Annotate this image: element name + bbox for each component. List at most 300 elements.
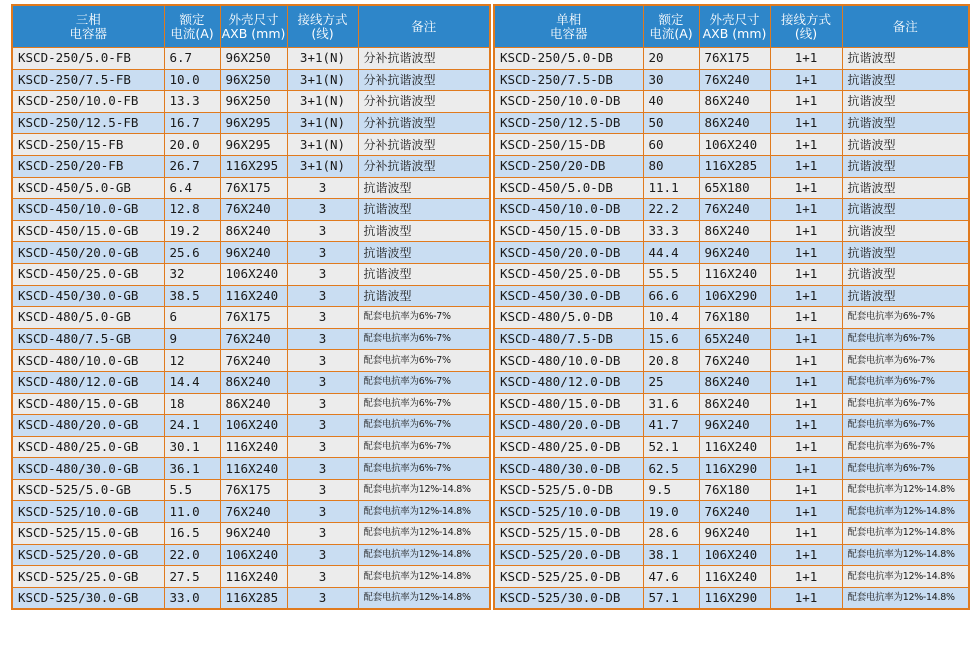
case-size-cell: 76X175: [220, 307, 287, 329]
rated-current-cell: 12.8: [164, 199, 220, 221]
model-cell: KSCD-480/20.0-DB: [494, 415, 643, 437]
case-size-cell: 116X285: [699, 155, 770, 177]
case-size-cell: 76X240: [220, 350, 287, 372]
table-row: [12, 544, 490, 566]
note-cell: 抗谐波型: [358, 263, 490, 285]
case-size-cell: 86X240: [699, 220, 770, 242]
wiring-cell: 3: [287, 544, 358, 566]
case-size-cell: 86X240: [220, 393, 287, 415]
model-cell: KSCD-250/20-DB: [494, 155, 643, 177]
wiring-cell: 1+1: [770, 155, 842, 177]
single-phase-capacitor-table: [493, 4, 970, 610]
table-row: [12, 69, 490, 91]
header-line: 三相: [75, 11, 101, 27]
rated-current-cell: 24.1: [164, 415, 220, 437]
case-size-cell: 96X295: [220, 112, 287, 134]
note-cell: 抗谐波型: [842, 112, 969, 134]
table-row: [12, 501, 490, 523]
table-row: [494, 48, 969, 70]
model-cell: KSCD-525/10.0-DB: [494, 501, 643, 523]
case-size-cell: 76X240: [699, 501, 770, 523]
note-cell: 分补抗谐波型: [358, 69, 490, 91]
rated-current-cell: 40: [643, 91, 699, 113]
model-cell: KSCD-250/5.0-DB: [494, 48, 643, 70]
table-header-row: [12, 5, 490, 48]
case-size-cell: 106X240: [699, 134, 770, 156]
note-cell: 配套电抗率为12%-14.8%: [358, 587, 490, 609]
wiring-cell: 1+1: [770, 328, 842, 350]
rated-current-cell: 52.1: [643, 436, 699, 458]
note-header: [842, 5, 969, 48]
wiring-cell: 3+1(N): [287, 112, 358, 134]
wiring-cell: 1+1: [770, 242, 842, 264]
wiring-cell: 3: [287, 177, 358, 199]
case-size-cell: 116X240: [699, 566, 770, 588]
wiring-cell: 3: [287, 436, 358, 458]
rated-current-cell: 62.5: [643, 458, 699, 480]
rated-current-cell: 20: [643, 48, 699, 70]
wiring-cell: 1+1: [770, 350, 842, 372]
note-cell: 配套电抗率为6%-7%: [842, 350, 969, 372]
case-size-cell: 76X240: [220, 501, 287, 523]
rated-current-cell: 10.0: [164, 69, 220, 91]
rated-current-cell: 6.7: [164, 48, 220, 70]
table-row: [494, 177, 969, 199]
note-cell: 配套电抗率为12%-14.8%: [358, 501, 490, 523]
wiring-cell: 3: [287, 393, 358, 415]
table-row: [494, 242, 969, 264]
rated-current-cell: 41.7: [643, 415, 699, 437]
table-row: [494, 458, 969, 480]
header-line: 额定: [179, 11, 205, 27]
note-cell: 配套电抗率为12%-14.8%: [358, 523, 490, 545]
model-cell: KSCD-480/25.0-DB: [494, 436, 643, 458]
case-size-cell: 116X240: [220, 566, 287, 588]
table-row: [12, 350, 490, 372]
wiring-cell: 1+1: [770, 285, 842, 307]
wiring-cell: 3+1(N): [287, 69, 358, 91]
case-size-cell: 116X290: [699, 458, 770, 480]
case-size-cell: 76X175: [699, 48, 770, 70]
note-cell: 配套电抗率为6%-7%: [842, 307, 969, 329]
table-row: [12, 263, 490, 285]
rated-current-cell: 19.2: [164, 220, 220, 242]
rated-current-cell: 14.4: [164, 371, 220, 393]
model-cell: KSCD-250/15-DB: [494, 134, 643, 156]
wiring-cell: 1+1: [770, 91, 842, 113]
rated-current-cell: 38.5: [164, 285, 220, 307]
wiring-cell: 3: [287, 415, 358, 437]
header-line: 接线方式: [297, 11, 348, 27]
header-line: AXB (mm): [702, 25, 767, 41]
case-size-cell: 76X180: [699, 479, 770, 501]
table-row: [12, 393, 490, 415]
table-row: [494, 155, 969, 177]
case-size-cell: 76X240: [699, 350, 770, 372]
wiring-cell: 1+1: [770, 199, 842, 221]
model-cell: KSCD-480/25.0-GB: [12, 436, 164, 458]
case-size-cell: 106X240: [220, 415, 287, 437]
case-size-cell: 116X240: [699, 263, 770, 285]
table-row: [12, 177, 490, 199]
rated-current-cell: 16.7: [164, 112, 220, 134]
wiring-cell: 3: [287, 220, 358, 242]
model-cell: KSCD-250/5.0-FB: [12, 48, 164, 70]
wiring-cell: 1+1: [770, 69, 842, 91]
wiring-cell: 3: [287, 371, 358, 393]
note-cell: 分补抗谐波型: [358, 48, 490, 70]
table-row: [494, 91, 969, 113]
table-row: [494, 544, 969, 566]
model-cell: KSCD-250/10.0-FB: [12, 91, 164, 113]
rated-current-header: [643, 5, 699, 48]
model-cell: KSCD-250/15-FB: [12, 134, 164, 156]
rated-current-cell: 80: [643, 155, 699, 177]
wiring-cell: 1+1: [770, 177, 842, 199]
rated-current-cell: 16.5: [164, 523, 220, 545]
note-cell: 配套电抗率为6%-7%: [842, 371, 969, 393]
note-cell: 配套电抗率为6%-7%: [358, 436, 490, 458]
model-cell: KSCD-525/20.0-DB: [494, 544, 643, 566]
table-row: [494, 393, 969, 415]
model-cell: KSCD-480/7.5-DB: [494, 328, 643, 350]
case-size-cell: 76X175: [220, 177, 287, 199]
wiring-cell: 1+1: [770, 112, 842, 134]
case-size-cell: 116X285: [220, 587, 287, 609]
rated-current-cell: 47.6: [643, 566, 699, 588]
header-line: 电容器: [69, 25, 107, 41]
model-cell: KSCD-480/12.0-GB: [12, 371, 164, 393]
note-cell: 配套电抗率为6%-7%: [842, 328, 969, 350]
header-line: (线): [794, 25, 818, 41]
table-row: [494, 415, 969, 437]
table-body: [12, 48, 490, 610]
header-line: 电流(A): [649, 25, 693, 41]
note-cell: 配套电抗率为12%-14.8%: [842, 587, 969, 609]
rated-current-cell: 60: [643, 134, 699, 156]
wiring-cell: 3: [287, 350, 358, 372]
note-cell: 配套电抗率为6%-7%: [842, 393, 969, 415]
rated-current-cell: 50: [643, 112, 699, 134]
table-row: [494, 199, 969, 221]
model-cell: KSCD-450/15.0-GB: [12, 220, 164, 242]
note-cell: 配套电抗率为12%-14.8%: [358, 544, 490, 566]
model-cell: KSCD-450/20.0-GB: [12, 242, 164, 264]
table-row: [494, 307, 969, 329]
table-row: [494, 371, 969, 393]
rated-current-cell: 28.6: [643, 523, 699, 545]
table-row: [494, 436, 969, 458]
wiring-cell: 3+1(N): [287, 155, 358, 177]
note-cell: 分补抗谐波型: [358, 91, 490, 113]
case-size-cell: 65X180: [699, 177, 770, 199]
note-cell: 抗谐波型: [842, 48, 969, 70]
case-size-cell: 76X180: [699, 307, 770, 329]
table-row: [494, 134, 969, 156]
header-line: 外壳尺寸: [228, 11, 279, 27]
wiring-header: [287, 5, 358, 48]
rated-current-cell: 5.5: [164, 479, 220, 501]
model-cell: KSCD-480/20.0-GB: [12, 415, 164, 437]
note-cell: 抗谐波型: [842, 91, 969, 113]
model-cell: KSCD-525/15.0-DB: [494, 523, 643, 545]
table-row: [12, 523, 490, 545]
note-cell: 抗谐波型: [842, 242, 969, 264]
wiring-cell: 1+1: [770, 479, 842, 501]
table-row: [12, 479, 490, 501]
model-cell: KSCD-450/25.0-GB: [12, 263, 164, 285]
wiring-cell: 3: [287, 523, 358, 545]
model-header: [12, 5, 164, 48]
model-cell: KSCD-480/10.0-DB: [494, 350, 643, 372]
model-header: [494, 5, 643, 48]
note-cell: 配套电抗率为12%-14.8%: [842, 523, 969, 545]
model-cell: KSCD-525/10.0-GB: [12, 501, 164, 523]
table-row: [494, 112, 969, 134]
table-row: [494, 587, 969, 609]
note-cell: 配套电抗率为12%-14.8%: [842, 479, 969, 501]
model-cell: KSCD-450/10.0-GB: [12, 199, 164, 221]
header-line: 外壳尺寸: [709, 11, 760, 27]
case-size-cell: 76X240: [220, 199, 287, 221]
note-cell: 配套电抗率为6%-7%: [842, 436, 969, 458]
table-row: [12, 307, 490, 329]
wiring-cell: 1+1: [770, 263, 842, 285]
table-row: [494, 220, 969, 242]
note-cell: 配套电抗率为12%-14.8%: [842, 566, 969, 588]
table-row: [12, 566, 490, 588]
model-cell: KSCD-250/10.0-DB: [494, 91, 643, 113]
table-row: [12, 371, 490, 393]
model-cell: KSCD-525/30.0-GB: [12, 587, 164, 609]
note-cell: 配套电抗率为6%-7%: [358, 307, 490, 329]
note-cell: 配套电抗率为12%-14.8%: [358, 566, 490, 588]
note-cell: 配套电抗率为6%-7%: [358, 393, 490, 415]
rated-current-cell: 11.1: [643, 177, 699, 199]
note-cell: 抗谐波型: [358, 199, 490, 221]
case-size-cell: 96X250: [220, 69, 287, 91]
table-row: [494, 328, 969, 350]
note-cell: 抗谐波型: [842, 134, 969, 156]
table-row: [12, 199, 490, 221]
wiring-cell: 3+1(N): [287, 48, 358, 70]
rated-current-cell: 57.1: [643, 587, 699, 609]
case-size-cell: 106X290: [699, 285, 770, 307]
rated-current-cell: 19.0: [643, 501, 699, 523]
table-row: [494, 285, 969, 307]
rated-current-cell: 44.4: [643, 242, 699, 264]
rated-current-cell: 6: [164, 307, 220, 329]
note-cell: 分补抗谐波型: [358, 155, 490, 177]
rated-current-cell: 30.1: [164, 436, 220, 458]
wiring-cell: 3: [287, 566, 358, 588]
note-cell: 抗谐波型: [842, 220, 969, 242]
wiring-cell: 1+1: [770, 544, 842, 566]
case-size-cell: 116X290: [699, 587, 770, 609]
note-cell: 配套电抗率为6%-7%: [842, 458, 969, 480]
model-cell: KSCD-480/12.0-DB: [494, 371, 643, 393]
model-cell: KSCD-525/15.0-GB: [12, 523, 164, 545]
table-row: [494, 479, 969, 501]
note-cell: 配套电抗率为6%-7%: [842, 415, 969, 437]
rated-current-cell: 11.0: [164, 501, 220, 523]
rated-current-cell: 27.5: [164, 566, 220, 588]
model-cell: KSCD-450/25.0-DB: [494, 263, 643, 285]
rated-current-cell: 36.1: [164, 458, 220, 480]
case-size-cell: 116X240: [220, 285, 287, 307]
wiring-cell: 3: [287, 501, 358, 523]
note-cell: 抗谐波型: [842, 177, 969, 199]
model-cell: KSCD-250/20-FB: [12, 155, 164, 177]
table-row: [12, 587, 490, 609]
model-cell: KSCD-250/12.5-FB: [12, 112, 164, 134]
note-cell: 配套电抗率为12%-14.8%: [842, 544, 969, 566]
wiring-cell: 3: [287, 307, 358, 329]
table-row: [494, 263, 969, 285]
rated-current-cell: 22.0: [164, 544, 220, 566]
header-line: 备注: [411, 18, 437, 34]
model-cell: KSCD-250/7.5-FB: [12, 69, 164, 91]
wiring-cell: 3: [287, 263, 358, 285]
rated-current-cell: 20.8: [643, 350, 699, 372]
model-cell: KSCD-450/30.0-DB: [494, 285, 643, 307]
wiring-cell: 1+1: [770, 134, 842, 156]
model-cell: KSCD-480/15.0-DB: [494, 393, 643, 415]
note-cell: 抗谐波型: [842, 199, 969, 221]
note-cell: 配套电抗率为12%-14.8%: [842, 501, 969, 523]
table-row: [12, 112, 490, 134]
model-cell: KSCD-480/5.0-DB: [494, 307, 643, 329]
case-size-cell: 96X240: [699, 242, 770, 264]
case-size-cell: 65X240: [699, 328, 770, 350]
note-cell: 分补抗谐波型: [358, 134, 490, 156]
model-cell: KSCD-450/15.0-DB: [494, 220, 643, 242]
wiring-cell: 3+1(N): [287, 91, 358, 113]
case-size-header: [699, 5, 770, 48]
model-cell: KSCD-525/5.0-DB: [494, 479, 643, 501]
rated-current-cell: 6.4: [164, 177, 220, 199]
case-size-cell: 76X175: [220, 479, 287, 501]
rated-current-cell: 32: [164, 263, 220, 285]
rated-current-cell: 31.6: [643, 393, 699, 415]
rated-current-cell: 12: [164, 350, 220, 372]
wiring-cell: 3: [287, 479, 358, 501]
case-size-cell: 96X240: [220, 242, 287, 264]
header-line: 电流(A): [170, 25, 214, 41]
model-cell: KSCD-480/5.0-GB: [12, 307, 164, 329]
note-cell: 抗谐波型: [842, 285, 969, 307]
case-size-cell: 86X240: [220, 220, 287, 242]
note-cell: 配套电抗率为6%-7%: [358, 458, 490, 480]
table-row: [12, 436, 490, 458]
table-row: [12, 458, 490, 480]
rated-current-cell: 25.6: [164, 242, 220, 264]
table-row: [12, 415, 490, 437]
note-cell: 配套电抗率为6%-7%: [358, 371, 490, 393]
case-size-cell: 86X240: [699, 91, 770, 113]
case-size-cell: 116X240: [220, 436, 287, 458]
table-row: [12, 285, 490, 307]
table-row: [494, 523, 969, 545]
table-row: [12, 91, 490, 113]
header-line: 备注: [892, 18, 918, 34]
rated-current-cell: 30: [643, 69, 699, 91]
case-size-header: [220, 5, 287, 48]
case-size-cell: 86X240: [699, 112, 770, 134]
wiring-cell: 1+1: [770, 415, 842, 437]
model-cell: KSCD-450/30.0-GB: [12, 285, 164, 307]
rated-current-cell: 18: [164, 393, 220, 415]
wiring-cell: 3+1(N): [287, 134, 358, 156]
wiring-cell: 1+1: [770, 220, 842, 242]
rated-current-cell: 66.6: [643, 285, 699, 307]
case-size-cell: 116X240: [220, 458, 287, 480]
rated-current-cell: 9: [164, 328, 220, 350]
header-line: 单相: [556, 11, 582, 27]
case-size-cell: 96X240: [699, 415, 770, 437]
model-cell: KSCD-525/25.0-GB: [12, 566, 164, 588]
note-cell: 配套电抗率为12%-14.8%: [358, 479, 490, 501]
note-cell: 分补抗谐波型: [358, 112, 490, 134]
note-cell: 抗谐波型: [842, 69, 969, 91]
rated-current-cell: 20.0: [164, 134, 220, 156]
note-header: [358, 5, 490, 48]
table-row: [12, 134, 490, 156]
model-cell: KSCD-525/25.0-DB: [494, 566, 643, 588]
case-size-cell: 106X240: [220, 263, 287, 285]
rated-current-cell: 33.3: [643, 220, 699, 242]
case-size-cell: 86X240: [220, 371, 287, 393]
wiring-cell: 3: [287, 458, 358, 480]
case-size-cell: 76X240: [699, 69, 770, 91]
model-cell: KSCD-525/30.0-DB: [494, 587, 643, 609]
rated-current-cell: 38.1: [643, 544, 699, 566]
wiring-header: [770, 5, 842, 48]
rated-current-cell: 25: [643, 371, 699, 393]
rated-current-cell: 13.3: [164, 91, 220, 113]
case-size-cell: 96X250: [220, 91, 287, 113]
case-size-cell: 106X240: [220, 544, 287, 566]
model-cell: KSCD-450/10.0-DB: [494, 199, 643, 221]
model-cell: KSCD-450/20.0-DB: [494, 242, 643, 264]
table-row: [494, 566, 969, 588]
table-row: [494, 350, 969, 372]
header-line: (线): [311, 25, 334, 41]
rated-current-cell: 10.4: [643, 307, 699, 329]
wiring-cell: 1+1: [770, 393, 842, 415]
case-size-cell: 86X240: [699, 371, 770, 393]
case-size-cell: 76X240: [699, 199, 770, 221]
wiring-cell: 3: [287, 199, 358, 221]
header-line: 接线方式: [780, 11, 831, 27]
note-cell: 配套电抗率为6%-7%: [358, 350, 490, 372]
rated-current-cell: 22.2: [643, 199, 699, 221]
wiring-cell: 3: [287, 328, 358, 350]
note-cell: 抗谐波型: [358, 177, 490, 199]
note-cell: 抗谐波型: [842, 263, 969, 285]
case-size-cell: 86X240: [699, 393, 770, 415]
table-row: [12, 48, 490, 70]
model-cell: KSCD-480/15.0-GB: [12, 393, 164, 415]
table-row: [12, 242, 490, 264]
wiring-cell: 3: [287, 285, 358, 307]
model-cell: KSCD-250/7.5-DB: [494, 69, 643, 91]
wiring-cell: 1+1: [770, 501, 842, 523]
note-cell: 抗谐波型: [842, 155, 969, 177]
model-cell: KSCD-250/12.5-DB: [494, 112, 643, 134]
model-cell: KSCD-480/7.5-GB: [12, 328, 164, 350]
note-cell: 抗谐波型: [358, 285, 490, 307]
